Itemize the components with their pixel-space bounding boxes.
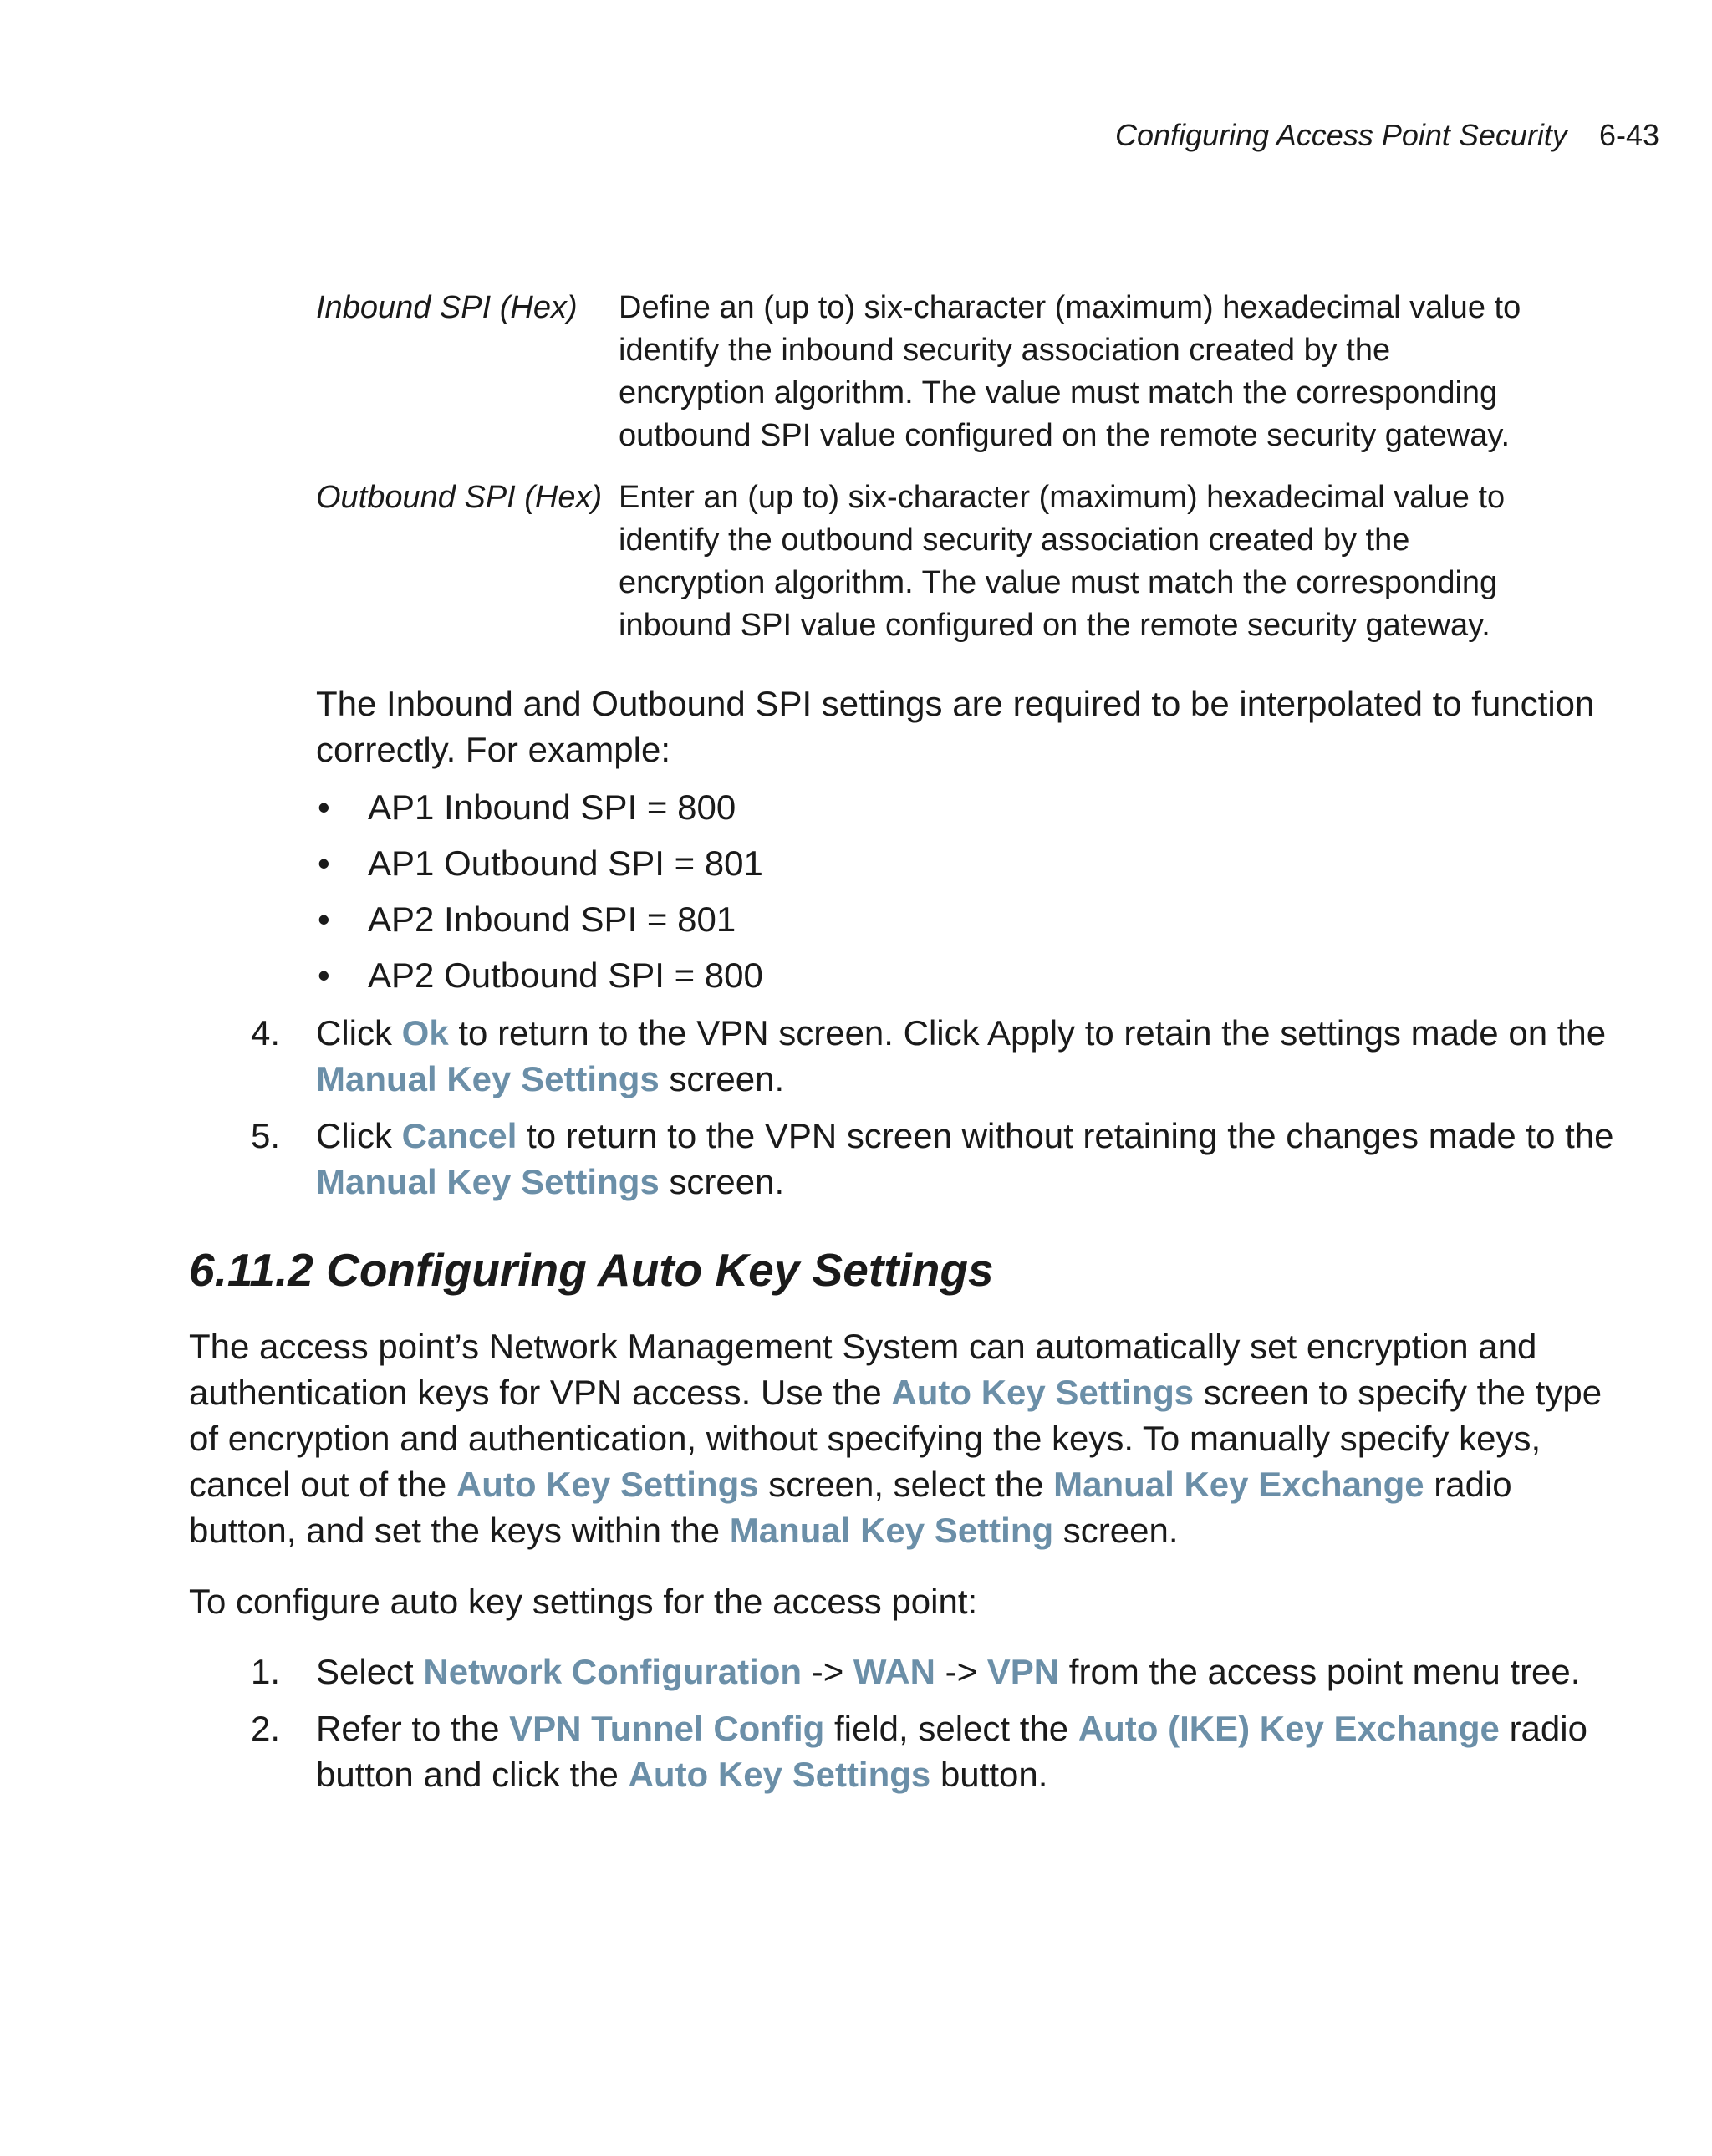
ui-reference: VPN	[986, 1652, 1060, 1691]
ui-reference: Auto (IKE) Key Exchange	[1078, 1709, 1500, 1748]
step-text: Click Ok to return to the VPN screen. Click Apply to retain the settings made on the Manual Key Settings screen.	[316, 1013, 1607, 1098]
ui-reference: Auto Key Settings	[891, 1373, 1195, 1412]
ui-reference: Manual Key Settings	[316, 1162, 660, 1201]
definition-description: Enter an (up to) six-character (maximum) hexadecimal value to identify the outbound security association created by the encryption algorithm. The value must match the corresponding inbound SPI value configured on the remote security gateway.	[619, 480, 1506, 643]
spi-example-list	[316, 784, 763, 1008]
auto-key-overview-paragraph: The access point’s Network Management System can automatically set encryption and authentication keys for VPN access. Use the Auto Key Settings screen to specify the type of encryption and authentication, without specifying the keys. To manually specify keys, cancel out of the Auto Key Settings screen, select the Manual Key Exchange radio button, and set the keys within the Manual Key Setting screen.	[189, 1327, 1602, 1550]
bullet-icon: •	[318, 844, 330, 883]
definition-description: Define an (up to) six-character (maximum) hexadecimal value to identify the inbound security association created by the encryption algorithm. The value must match the corresponding outbound SPI value configured on the remote security gateway.	[619, 290, 1521, 453]
list-item	[316, 784, 763, 830]
list-item-text: AP1 Outbound SPI = 801	[368, 844, 763, 883]
ui-reference: Manual Key Settings	[316, 1059, 660, 1098]
definition-term: Outbound SPI (Hex)	[316, 480, 603, 515]
header-section-title: Configuring Access Point Security	[1115, 118, 1567, 152]
ui-reference: Auto Key Settings	[456, 1465, 759, 1504]
spi-intro-paragraph: The Inbound and Outbound SPI settings are required to be interpolated to function correctly. For example:	[316, 684, 1595, 769]
bullet-icon: •	[318, 900, 330, 939]
step-text: Select Network Configuration -> WAN -> VPN from the access point menu tree.	[316, 1652, 1581, 1691]
ui-reference: Cancel	[401, 1116, 517, 1155]
definition-term: Inbound SPI (Hex)	[316, 290, 578, 325]
header-page-number: 6-43	[1598, 118, 1659, 152]
list-item-text: AP1 Inbound SPI = 800	[368, 787, 736, 827]
ui-reference: Manual Key Setting	[729, 1511, 1054, 1550]
ui-reference: Network Configuration	[423, 1652, 802, 1691]
bullet-icon: •	[318, 787, 330, 827]
ui-reference: WAN	[853, 1652, 935, 1691]
step-number: 2.	[251, 1709, 281, 1748]
ui-reference: Manual Key Exchange	[1053, 1465, 1424, 1504]
procedure-intro-paragraph: To configure auto key settings for the access point:	[189, 1582, 978, 1621]
list-item	[316, 952, 763, 998]
ui-reference: Auto Key Settings	[628, 1755, 931, 1794]
step-text: Refer to the VPN Tunnel Config field, select the Auto (IKE) Key Exchange radio button and click the Auto Key Settings button.	[316, 1709, 1587, 1794]
list-item-text: AP2 Outbound SPI = 800	[368, 956, 763, 995]
ui-reference: Ok	[401, 1013, 449, 1053]
list-item-text: AP2 Inbound SPI = 801	[368, 900, 736, 939]
step-number: 1.	[251, 1652, 281, 1691]
bullet-icon: •	[318, 956, 330, 995]
running-header	[1115, 115, 1659, 155]
step-number: 5.	[251, 1116, 281, 1155]
step-text: Click Cancel to return to the VPN screen without retaining the changes made to the Manual Key Settings screen.	[316, 1116, 1614, 1201]
list-item	[316, 896, 763, 942]
ui-reference: VPN Tunnel Config	[509, 1709, 825, 1748]
list-item	[316, 840, 763, 886]
step-number: 4.	[251, 1013, 281, 1053]
section-heading: 6.11.2 Configuring Auto Key Settings	[189, 1244, 994, 1296]
